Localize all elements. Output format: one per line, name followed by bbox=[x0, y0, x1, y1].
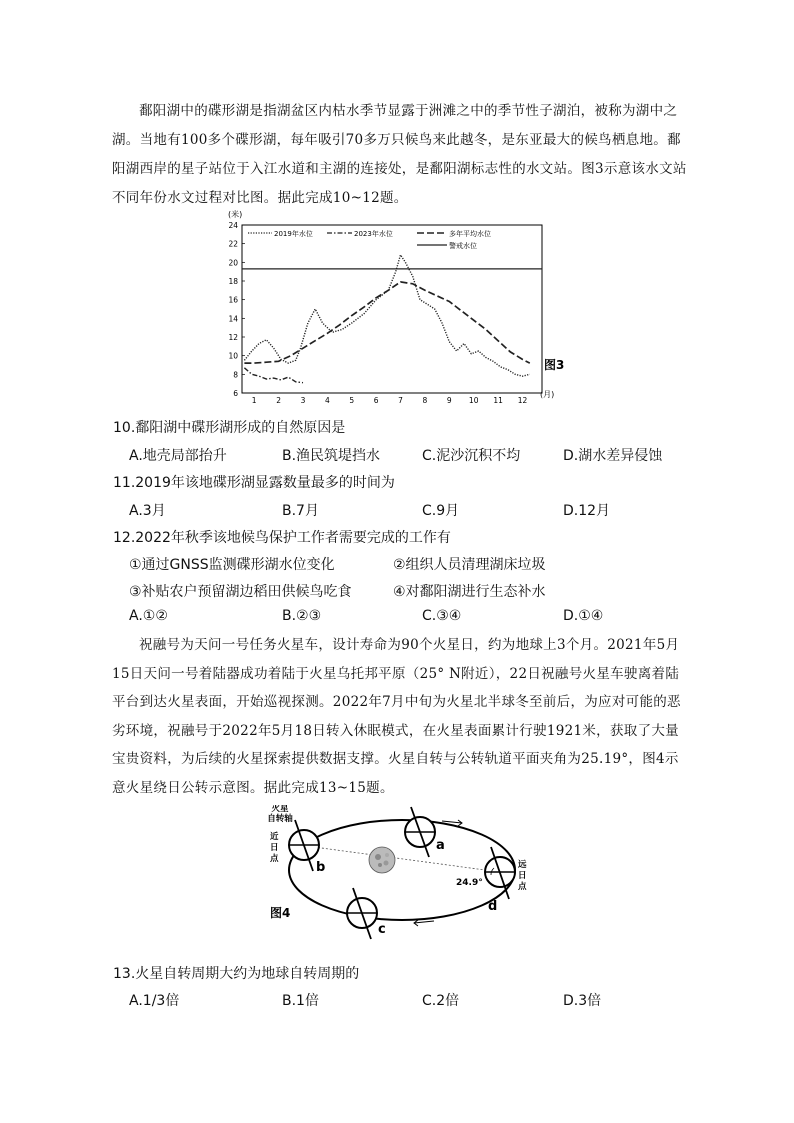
q12-item-2: ②组织人员清理湖床垃圾 bbox=[393, 557, 546, 573]
series-2023-line bbox=[244, 368, 303, 383]
q10-option-d[interactable]: D.湖水差异侵蚀 bbox=[563, 448, 663, 464]
q13-stem: 13.火星自转周期大约为地球自转周期的 bbox=[113, 966, 360, 982]
axis-label-line2: 自转轴 bbox=[267, 814, 293, 824]
y-tick-label: 22 bbox=[228, 239, 238, 249]
q10-option-a[interactable]: A.地壳局部抬升 bbox=[129, 448, 227, 464]
legend-2023: 2023年水位 bbox=[354, 230, 393, 238]
y-tick-label: 18 bbox=[228, 277, 238, 286]
axis-label-line1: 火星 bbox=[271, 805, 289, 814]
q12-stem: 12.2022年秋季该地候鸟保护工作者需要完成的工作有 bbox=[113, 530, 451, 546]
y-tick-label: 6 bbox=[233, 389, 238, 398]
angle-label: 24.9° bbox=[456, 878, 483, 888]
perihelion-1: 近 bbox=[270, 832, 279, 842]
y-tick-label: 8 bbox=[233, 370, 238, 380]
x-tick-label: 9 bbox=[446, 396, 452, 405]
q11-stem: 11.2019年该地碟形湖显露数量最多的时间为 bbox=[113, 475, 395, 491]
passage-2: 祝融号为天问一号任务火星车，设计寿命为90个火星日，约为地球上3个月。2021年5月15日天问一号着陆器成功着陆于火星乌托邦平原（25° N附近），22日祝融号火星车驶离着陆平台到达火星表面，开始巡视探测。2022年7月中旬为火星北半球冬至前后，为应对可能的恶劣环境，祝融号于2022年5月18日转入休眠模式，在火星表面累计行驶1921米，获取了大量宝贵资料，为后续的火星探索提供数据支撑。火星自转与公转轨道平面夹角为25.19°，图4示意火星绕日公转示意图。据此完成13~15题。 bbox=[112, 637, 681, 796]
sun-icon bbox=[369, 847, 395, 873]
x-tick-label: 11 bbox=[493, 396, 503, 405]
q12-option-d[interactable]: D.①④ bbox=[563, 608, 604, 624]
q12-option-b[interactable]: B.②③ bbox=[282, 608, 322, 624]
q10-option-b[interactable]: B.渔民筑堤挡水 bbox=[282, 448, 381, 464]
legend-warning: 警戒水位 bbox=[449, 242, 477, 250]
fig3-caption: 图3 bbox=[544, 358, 565, 372]
q12-item-1: ①通过GNSS监测碟形湖水位变化 bbox=[129, 557, 335, 573]
x-tick-label: 2 bbox=[276, 396, 281, 405]
x-tick-label: 3 bbox=[300, 396, 306, 405]
apsis-line bbox=[314, 847, 500, 872]
y-tick-label: 16 bbox=[228, 295, 238, 305]
passage-1: 鄱阳湖中的碟形湖是指湖盆区内枯水季节显露于洲滩之中的季节性子湖泊，被称为湖中之湖。当地有100多个碟形湖，每年吸引70多万只候鸟来此越冬，是东亚最大的候鸟栖息地。鄱阳湖西岸的星子站位于入江水道和主湖的连接处，是鄱阳湖标志性的水文站。图3示意该水文站不同年份水文过程对比图。据此完成10~12题。 bbox=[112, 103, 687, 206]
mars-position-a bbox=[405, 807, 435, 857]
q13-option-a[interactable]: A.1/3倍 bbox=[129, 993, 180, 1009]
q12-option-a[interactable]: A.①② bbox=[129, 608, 168, 624]
legend bbox=[248, 229, 491, 250]
q11-option-b[interactable]: B.7月 bbox=[282, 503, 319, 519]
q11-option-c[interactable]: C.9月 bbox=[422, 503, 460, 519]
y-tick-label: 12 bbox=[228, 333, 238, 342]
aphelion-1: 远 bbox=[518, 860, 527, 870]
q12-item-4: ④对鄱阳湖进行生态补水 bbox=[393, 584, 546, 600]
mars-position-c bbox=[347, 888, 377, 939]
legend-2019: 2019年水位 bbox=[274, 230, 313, 238]
q10-option-c[interactable]: C.泥沙沉积不均 bbox=[422, 448, 521, 464]
series-average-line bbox=[244, 282, 529, 363]
fig3-ylabel: (米) bbox=[228, 210, 243, 219]
fig3-xlabel: (月) bbox=[540, 390, 555, 399]
x-tick-label: 10 bbox=[468, 396, 479, 405]
figure-4-orbit-diagram bbox=[262, 805, 542, 945]
perihelion-3: 点 bbox=[270, 854, 279, 864]
y-tick-label: 20 bbox=[228, 258, 238, 268]
perihelion-2: 日 bbox=[270, 843, 279, 853]
point-c: c bbox=[378, 922, 386, 937]
x-tick-label: 7 bbox=[398, 396, 403, 405]
x-tick-label: 6 bbox=[373, 396, 379, 405]
x-tick-label: 1 bbox=[251, 396, 257, 405]
x-tick-label: 8 bbox=[422, 396, 428, 405]
y-tick-label: 10 bbox=[228, 351, 238, 361]
q13-option-d[interactable]: D.3倍 bbox=[563, 993, 602, 1009]
x-tick-label: 5 bbox=[349, 396, 355, 405]
fig4-caption: 图4 bbox=[270, 906, 291, 920]
q12-option-c[interactable]: C.③④ bbox=[422, 608, 462, 624]
q12-item-3: ③补贴农户预留湖边稻田供候鸟吃食 bbox=[129, 584, 352, 600]
aphelion-2: 日 bbox=[518, 871, 527, 881]
y-tick-label: 14 bbox=[228, 314, 238, 324]
q11-option-d[interactable]: D.12月 bbox=[563, 503, 611, 519]
aphelion-3: 点 bbox=[518, 882, 527, 892]
plot-frame bbox=[242, 225, 542, 393]
mars-position-b bbox=[289, 820, 319, 871]
x-tick-label: 4 bbox=[324, 396, 330, 405]
point-a: a bbox=[436, 838, 445, 853]
q13-option-c[interactable]: C.2倍 bbox=[422, 993, 460, 1009]
point-d: d bbox=[488, 899, 498, 914]
point-b: b bbox=[316, 860, 326, 875]
q11-option-a[interactable]: A.3月 bbox=[129, 503, 166, 519]
q10-stem: 10.鄱阳湖中碟形湖形成的自然原因是 bbox=[113, 420, 346, 436]
x-tick-label: 12 bbox=[517, 396, 528, 405]
q13-option-b[interactable]: B.1倍 bbox=[282, 993, 319, 1009]
y-tick-label: 24 bbox=[228, 221, 238, 230]
legend-avg: 多年平均水位 bbox=[449, 230, 491, 238]
figure-3-chart bbox=[222, 205, 572, 405]
